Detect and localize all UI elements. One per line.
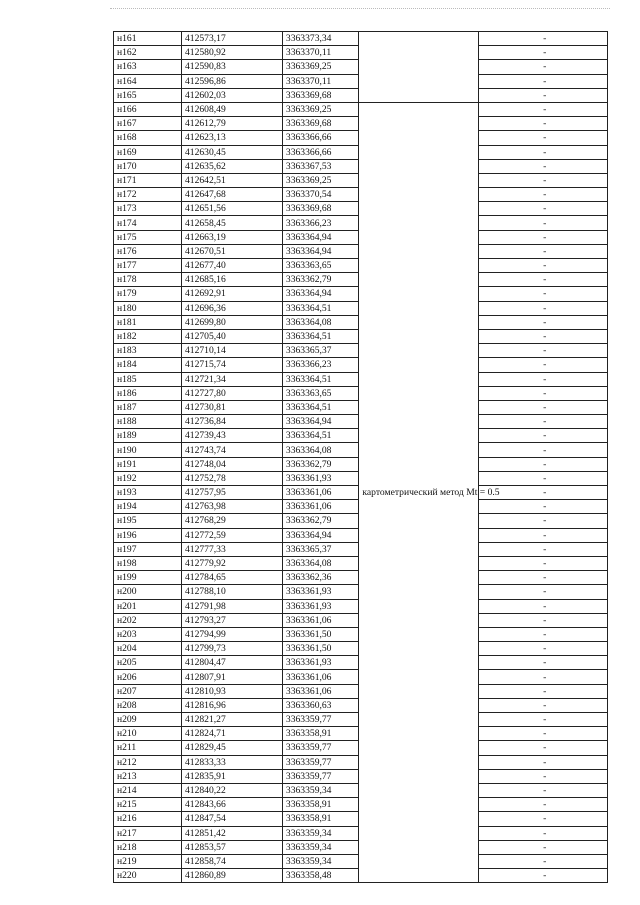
point-name-cell: н187 bbox=[114, 400, 182, 414]
x-coordinate-cell: 412799,73 bbox=[181, 642, 282, 656]
point-name-cell: н162 bbox=[114, 46, 182, 60]
point-name-cell: н217 bbox=[114, 826, 182, 840]
x-coordinate-cell: 412851,42 bbox=[181, 826, 282, 840]
x-coordinate-cell: 412858,74 bbox=[181, 854, 282, 868]
error-cell: - bbox=[479, 102, 608, 116]
point-name-cell: н206 bbox=[114, 670, 182, 684]
x-coordinate-cell: 412651,56 bbox=[181, 202, 282, 216]
error-cell: - bbox=[479, 301, 608, 315]
x-coordinate-cell: 412727,80 bbox=[181, 386, 282, 400]
y-coordinate-cell: 3363364,94 bbox=[282, 287, 358, 301]
x-coordinate-cell: 412647,68 bbox=[181, 188, 282, 202]
y-coordinate-cell: 3363358,48 bbox=[282, 869, 358, 883]
y-coordinate-cell: 3363362,36 bbox=[282, 571, 358, 585]
x-coordinate-cell: 412736,84 bbox=[181, 415, 282, 429]
x-coordinate-cell: 412779,92 bbox=[181, 556, 282, 570]
error-cell: - bbox=[479, 542, 608, 556]
y-coordinate-cell: 3363370,11 bbox=[282, 74, 358, 88]
table-row bbox=[114, 102, 608, 116]
point-name-cell: н165 bbox=[114, 88, 182, 102]
y-coordinate-cell: 3363366,23 bbox=[282, 216, 358, 230]
error-cell: - bbox=[479, 528, 608, 542]
y-coordinate-cell: 3363362,79 bbox=[282, 457, 358, 471]
y-coordinate-cell: 3363366,66 bbox=[282, 145, 358, 159]
point-name-cell: н197 bbox=[114, 542, 182, 556]
error-cell: - bbox=[479, 202, 608, 216]
y-coordinate-cell: 3363361,93 bbox=[282, 471, 358, 485]
error-cell: - bbox=[479, 627, 608, 641]
page-top-edge bbox=[110, 8, 610, 17]
point-name-cell: н178 bbox=[114, 273, 182, 287]
error-cell: - bbox=[479, 117, 608, 131]
y-coordinate-cell: 3363364,51 bbox=[282, 301, 358, 315]
x-coordinate-cell: 412721,34 bbox=[181, 372, 282, 386]
point-name-cell: н171 bbox=[114, 173, 182, 187]
error-cell: - bbox=[479, 386, 608, 400]
y-coordinate-cell: 3363359,34 bbox=[282, 854, 358, 868]
x-coordinate-cell: 412821,27 bbox=[181, 713, 282, 727]
y-coordinate-cell: 3363367,53 bbox=[282, 159, 358, 173]
x-coordinate-cell: 412630,45 bbox=[181, 145, 282, 159]
point-name-cell: н209 bbox=[114, 713, 182, 727]
error-cell: - bbox=[479, 145, 608, 159]
error-cell: - bbox=[479, 500, 608, 514]
error-cell: - bbox=[479, 230, 608, 244]
point-name-cell: н179 bbox=[114, 287, 182, 301]
y-coordinate-cell: 3363364,51 bbox=[282, 372, 358, 386]
point-name-cell: н194 bbox=[114, 500, 182, 514]
point-name-cell: н210 bbox=[114, 727, 182, 741]
x-coordinate-cell: 412824,71 bbox=[181, 727, 282, 741]
coordinates-table-body bbox=[114, 32, 608, 883]
error-cell: - bbox=[479, 642, 608, 656]
x-coordinate-cell: 412743,74 bbox=[181, 443, 282, 457]
point-name-cell: н183 bbox=[114, 344, 182, 358]
x-coordinate-cell: 412635,62 bbox=[181, 159, 282, 173]
y-coordinate-cell: 3363361,06 bbox=[282, 500, 358, 514]
y-coordinate-cell: 3363361,50 bbox=[282, 627, 358, 641]
x-coordinate-cell: 412757,95 bbox=[181, 486, 282, 500]
y-coordinate-cell: 3363359,77 bbox=[282, 741, 358, 755]
error-cell: - bbox=[479, 74, 608, 88]
error-cell: - bbox=[479, 769, 608, 783]
x-coordinate-cell: 412777,33 bbox=[181, 542, 282, 556]
y-coordinate-cell: 3363364,51 bbox=[282, 429, 358, 443]
error-cell: - bbox=[479, 344, 608, 358]
x-coordinate-cell: 412829,45 bbox=[181, 741, 282, 755]
y-coordinate-cell: 3363369,25 bbox=[282, 60, 358, 74]
y-coordinate-cell: 3363370,54 bbox=[282, 188, 358, 202]
y-coordinate-cell: 3363358,91 bbox=[282, 798, 358, 812]
point-name-cell: н208 bbox=[114, 698, 182, 712]
x-coordinate-cell: 412596,86 bbox=[181, 74, 282, 88]
y-coordinate-cell: 3363365,37 bbox=[282, 542, 358, 556]
point-name-cell: н177 bbox=[114, 259, 182, 273]
point-name-cell: н189 bbox=[114, 429, 182, 443]
x-coordinate-cell: 412608,49 bbox=[181, 102, 282, 116]
error-cell: - bbox=[479, 372, 608, 386]
point-name-cell: н164 bbox=[114, 74, 182, 88]
y-coordinate-cell: 3363373,34 bbox=[282, 32, 358, 46]
point-name-cell: н173 bbox=[114, 202, 182, 216]
y-coordinate-cell: 3363361,06 bbox=[282, 613, 358, 627]
error-cell: - bbox=[479, 755, 608, 769]
x-coordinate-cell: 412612,79 bbox=[181, 117, 282, 131]
error-cell: - bbox=[479, 259, 608, 273]
x-coordinate-cell: 412730,81 bbox=[181, 400, 282, 414]
x-coordinate-cell: 412685,16 bbox=[181, 273, 282, 287]
x-coordinate-cell: 412847,54 bbox=[181, 812, 282, 826]
x-coordinate-cell: 412810,93 bbox=[181, 684, 282, 698]
error-cell: - bbox=[479, 173, 608, 187]
y-coordinate-cell: 3363362,79 bbox=[282, 273, 358, 287]
point-name-cell: н199 bbox=[114, 571, 182, 585]
y-coordinate-cell: 3363364,08 bbox=[282, 443, 358, 457]
coordinates-table bbox=[113, 31, 608, 883]
x-coordinate-cell: 412580,92 bbox=[181, 46, 282, 60]
y-coordinate-cell: 3363363,65 bbox=[282, 259, 358, 273]
error-cell: - bbox=[479, 32, 608, 46]
error-cell: - bbox=[479, 670, 608, 684]
x-coordinate-cell: 412768,29 bbox=[181, 514, 282, 528]
x-coordinate-cell: 412710,14 bbox=[181, 344, 282, 358]
y-coordinate-cell: 3363358,91 bbox=[282, 727, 358, 741]
x-coordinate-cell: 412840,22 bbox=[181, 783, 282, 797]
point-name-cell: н190 bbox=[114, 443, 182, 457]
x-coordinate-cell: 412623,13 bbox=[181, 131, 282, 145]
point-name-cell: н184 bbox=[114, 358, 182, 372]
point-name-cell: н182 bbox=[114, 329, 182, 343]
point-name-cell: н215 bbox=[114, 798, 182, 812]
x-coordinate-cell: 412816,96 bbox=[181, 698, 282, 712]
error-cell: - bbox=[479, 131, 608, 145]
point-name-cell: н201 bbox=[114, 599, 182, 613]
y-coordinate-cell: 3363365,37 bbox=[282, 344, 358, 358]
y-coordinate-cell: 3363364,51 bbox=[282, 329, 358, 343]
x-coordinate-cell: 412642,51 bbox=[181, 173, 282, 187]
point-name-cell: н163 bbox=[114, 60, 182, 74]
point-name-cell: н167 bbox=[114, 117, 182, 131]
y-coordinate-cell: 3363364,94 bbox=[282, 230, 358, 244]
point-name-cell: н172 bbox=[114, 188, 182, 202]
y-coordinate-cell: 3363364,94 bbox=[282, 415, 358, 429]
y-coordinate-cell: 3363370,11 bbox=[282, 46, 358, 60]
point-name-cell: н166 bbox=[114, 102, 182, 116]
x-coordinate-cell: 412843,66 bbox=[181, 798, 282, 812]
error-cell: - bbox=[479, 656, 608, 670]
point-name-cell: н207 bbox=[114, 684, 182, 698]
error-cell: - bbox=[479, 783, 608, 797]
y-coordinate-cell: 3363359,34 bbox=[282, 826, 358, 840]
x-coordinate-cell: 412696,36 bbox=[181, 301, 282, 315]
x-coordinate-cell: 412807,91 bbox=[181, 670, 282, 684]
error-cell: - bbox=[479, 585, 608, 599]
error-cell: - bbox=[479, 415, 608, 429]
error-cell: - bbox=[479, 244, 608, 258]
point-name-cell: н203 bbox=[114, 627, 182, 641]
y-coordinate-cell: 3363359,77 bbox=[282, 755, 358, 769]
x-coordinate-cell: 412860,89 bbox=[181, 869, 282, 883]
y-coordinate-cell: 3363364,94 bbox=[282, 528, 358, 542]
error-cell: - bbox=[479, 869, 608, 883]
x-coordinate-cell: 412835,91 bbox=[181, 769, 282, 783]
x-coordinate-cell: 412804,47 bbox=[181, 656, 282, 670]
point-name-cell: н174 bbox=[114, 216, 182, 230]
error-cell: - bbox=[479, 741, 608, 755]
error-cell: - bbox=[479, 358, 608, 372]
error-cell: - bbox=[479, 457, 608, 471]
x-coordinate-cell: 412739,43 bbox=[181, 429, 282, 443]
point-name-cell: н216 bbox=[114, 812, 182, 826]
point-name-cell: н214 bbox=[114, 783, 182, 797]
x-coordinate-cell: 412663,19 bbox=[181, 230, 282, 244]
point-name-cell: н193 bbox=[114, 486, 182, 500]
y-coordinate-cell: 3363369,25 bbox=[282, 173, 358, 187]
x-coordinate-cell: 412763,98 bbox=[181, 500, 282, 514]
error-cell: - bbox=[479, 486, 608, 500]
x-coordinate-cell: 412784,65 bbox=[181, 571, 282, 585]
y-coordinate-cell: 3363362,79 bbox=[282, 514, 358, 528]
error-cell: - bbox=[479, 571, 608, 585]
error-cell: - bbox=[479, 798, 608, 812]
point-name-cell: н175 bbox=[114, 230, 182, 244]
error-cell: - bbox=[479, 556, 608, 570]
point-name-cell: н212 bbox=[114, 755, 182, 769]
y-coordinate-cell: 3363366,23 bbox=[282, 358, 358, 372]
error-cell: - bbox=[479, 159, 608, 173]
point-name-cell: н219 bbox=[114, 854, 182, 868]
x-coordinate-cell: 412788,10 bbox=[181, 585, 282, 599]
x-coordinate-cell: 412793,27 bbox=[181, 613, 282, 627]
y-coordinate-cell: 3363358,91 bbox=[282, 812, 358, 826]
point-name-cell: н211 bbox=[114, 741, 182, 755]
x-coordinate-cell: 412573,17 bbox=[181, 32, 282, 46]
x-coordinate-cell: 412677,40 bbox=[181, 259, 282, 273]
x-coordinate-cell: 412602,03 bbox=[181, 88, 282, 102]
error-cell: - bbox=[479, 329, 608, 343]
error-cell: - bbox=[479, 60, 608, 74]
y-coordinate-cell: 3363364,08 bbox=[282, 556, 358, 570]
y-coordinate-cell: 3363364,94 bbox=[282, 244, 358, 258]
error-cell: - bbox=[479, 854, 608, 868]
x-coordinate-cell: 412658,45 bbox=[181, 216, 282, 230]
error-cell: - bbox=[479, 273, 608, 287]
point-name-cell: н186 bbox=[114, 386, 182, 400]
point-name-cell: н202 bbox=[114, 613, 182, 627]
y-coordinate-cell: 3363364,08 bbox=[282, 315, 358, 329]
error-cell: - bbox=[479, 287, 608, 301]
point-name-cell: н161 bbox=[114, 32, 182, 46]
error-cell: - bbox=[479, 471, 608, 485]
point-name-cell: н195 bbox=[114, 514, 182, 528]
error-cell: - bbox=[479, 315, 608, 329]
x-coordinate-cell: 412590,83 bbox=[181, 60, 282, 74]
error-cell: - bbox=[479, 812, 608, 826]
point-name-cell: н220 bbox=[114, 869, 182, 883]
y-coordinate-cell: 3363359,34 bbox=[282, 783, 358, 797]
error-cell: - bbox=[479, 826, 608, 840]
x-coordinate-cell: 412748,04 bbox=[181, 457, 282, 471]
y-coordinate-cell: 3363361,93 bbox=[282, 585, 358, 599]
error-cell: - bbox=[479, 599, 608, 613]
point-name-cell: н180 bbox=[114, 301, 182, 315]
error-cell: - bbox=[479, 216, 608, 230]
error-cell: - bbox=[479, 400, 608, 414]
error-cell: - bbox=[479, 684, 608, 698]
point-name-cell: н188 bbox=[114, 415, 182, 429]
x-coordinate-cell: 412715,74 bbox=[181, 358, 282, 372]
point-name-cell: н168 bbox=[114, 131, 182, 145]
y-coordinate-cell: 3363369,68 bbox=[282, 202, 358, 216]
error-cell: - bbox=[479, 443, 608, 457]
y-coordinate-cell: 3363369,25 bbox=[282, 102, 358, 116]
x-coordinate-cell: 412791,98 bbox=[181, 599, 282, 613]
point-name-cell: н196 bbox=[114, 528, 182, 542]
y-coordinate-cell: 3363361,06 bbox=[282, 684, 358, 698]
y-coordinate-cell: 3363360,63 bbox=[282, 698, 358, 712]
point-name-cell: н192 bbox=[114, 471, 182, 485]
y-coordinate-cell: 3363361,06 bbox=[282, 670, 358, 684]
y-coordinate-cell: 3363369,68 bbox=[282, 117, 358, 131]
method-cell: картометрический метод Mt = 0.5 bbox=[359, 102, 479, 882]
point-name-cell: н213 bbox=[114, 769, 182, 783]
y-coordinate-cell: 3363359,34 bbox=[282, 840, 358, 854]
x-coordinate-cell: 412794,99 bbox=[181, 627, 282, 641]
point-name-cell: н204 bbox=[114, 642, 182, 656]
error-cell: - bbox=[479, 46, 608, 60]
error-cell: - bbox=[479, 840, 608, 854]
point-name-cell: н176 bbox=[114, 244, 182, 258]
error-cell: - bbox=[479, 429, 608, 443]
x-coordinate-cell: 412705,40 bbox=[181, 329, 282, 343]
y-coordinate-cell: 3363361,06 bbox=[282, 486, 358, 500]
point-name-cell: н218 bbox=[114, 840, 182, 854]
x-coordinate-cell: 412853,57 bbox=[181, 840, 282, 854]
error-cell: - bbox=[479, 188, 608, 202]
point-name-cell: н185 bbox=[114, 372, 182, 386]
x-coordinate-cell: 412692,91 bbox=[181, 287, 282, 301]
y-coordinate-cell: 3363364,51 bbox=[282, 400, 358, 414]
y-coordinate-cell: 3363359,77 bbox=[282, 769, 358, 783]
y-coordinate-cell: 3363361,93 bbox=[282, 656, 358, 670]
point-name-cell: н169 bbox=[114, 145, 182, 159]
point-name-cell: н191 bbox=[114, 457, 182, 471]
y-coordinate-cell: 3363363,65 bbox=[282, 386, 358, 400]
x-coordinate-cell: 412772,59 bbox=[181, 528, 282, 542]
y-coordinate-cell: 3363366,66 bbox=[282, 131, 358, 145]
y-coordinate-cell: 3363361,93 bbox=[282, 599, 358, 613]
y-coordinate-cell: 3363359,77 bbox=[282, 713, 358, 727]
error-cell: - bbox=[479, 698, 608, 712]
method-cell-empty bbox=[359, 32, 479, 103]
table-row bbox=[114, 32, 608, 46]
x-coordinate-cell: 412752,78 bbox=[181, 471, 282, 485]
error-cell: - bbox=[479, 613, 608, 627]
error-cell: - bbox=[479, 713, 608, 727]
error-cell: - bbox=[479, 514, 608, 528]
y-coordinate-cell: 3363361,50 bbox=[282, 642, 358, 656]
y-coordinate-cell: 3363369,68 bbox=[282, 88, 358, 102]
x-coordinate-cell: 412833,33 bbox=[181, 755, 282, 769]
x-coordinate-cell: 412670,51 bbox=[181, 244, 282, 258]
point-name-cell: н181 bbox=[114, 315, 182, 329]
point-name-cell: н200 bbox=[114, 585, 182, 599]
error-cell: - bbox=[479, 88, 608, 102]
point-name-cell: н205 bbox=[114, 656, 182, 670]
point-name-cell: н198 bbox=[114, 556, 182, 570]
error-cell: - bbox=[479, 727, 608, 741]
x-coordinate-cell: 412699,80 bbox=[181, 315, 282, 329]
point-name-cell: н170 bbox=[114, 159, 182, 173]
